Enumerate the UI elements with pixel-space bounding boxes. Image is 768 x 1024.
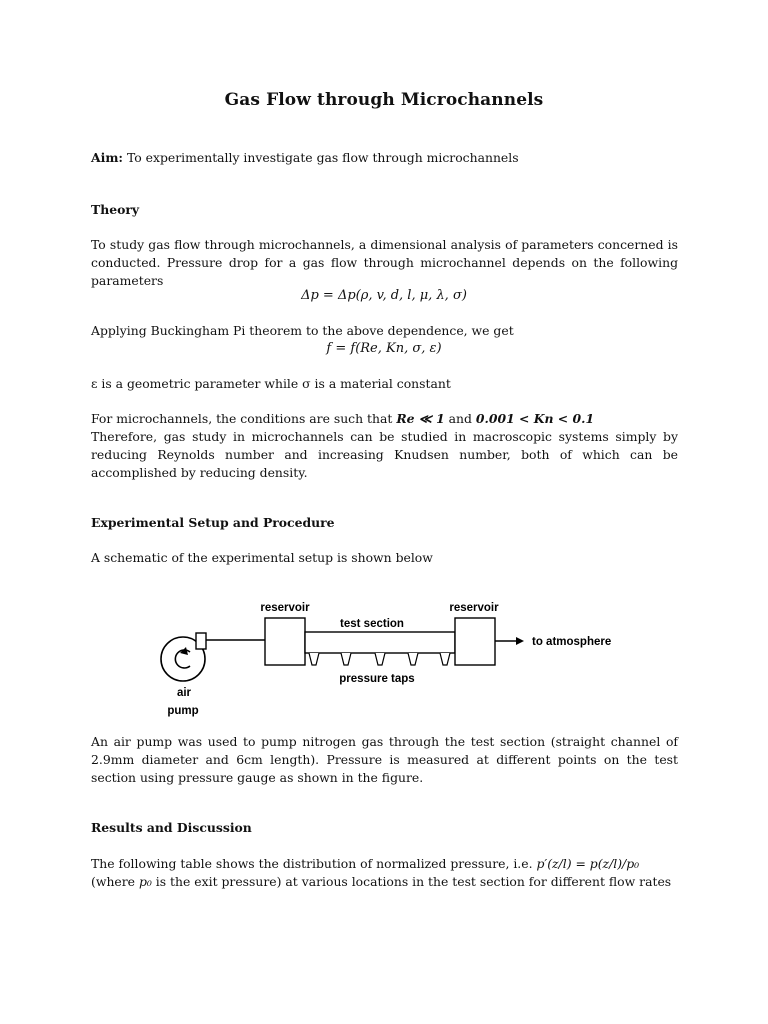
pressure-taps-group bbox=[309, 653, 450, 665]
conditions-and: and bbox=[444, 411, 476, 426]
label-pressure-taps: pressure taps bbox=[339, 673, 415, 685]
results-where-open: (where bbox=[91, 874, 139, 889]
label-to-atmosphere: to atmosphere bbox=[532, 636, 612, 648]
outlet-arrow-icon bbox=[516, 637, 524, 645]
theory-paragraph-4 bbox=[91, 410, 678, 428]
setup-heading: Experimental Setup and Procedure bbox=[91, 515, 335, 530]
condition-knudsen: 0.001 < Kn < 0.1 bbox=[475, 411, 595, 426]
aim-line bbox=[91, 149, 678, 167]
theory-paragraph-5: Therefore, gas study in microchannels can be studied in macroscopic systems simply by reducing Reynolds number and increasing Knudsen number, both of which can be accomplished by reducing density. bbox=[91, 429, 678, 480]
normalized-pressure-equation: p′(z/l) = p(z/l)/p₀ bbox=[536, 856, 640, 871]
test-section-box bbox=[305, 632, 455, 653]
label-pump-line2: pump bbox=[167, 705, 199, 717]
results-paragraph-line2 bbox=[91, 873, 678, 891]
equation-pressure-drop: Δp = Δp(ρ, v, d, l, μ, λ, σ) bbox=[301, 288, 467, 303]
theory-paragraph-3: ε is a geometric parameter while σ is a material constant bbox=[91, 376, 451, 391]
reservoir-left-box bbox=[265, 618, 305, 665]
pressure-tap bbox=[408, 653, 418, 665]
results-heading: Results and Discussion bbox=[91, 820, 252, 835]
setup-paragraph: An air pump was used to pump nitrogen gas through the test section (straight channel of 2.9mm diameter and 6cm length). Pressure is measured at different points on the test section using pressure gauge as shown in the figure. bbox=[91, 734, 678, 785]
pressure-tap bbox=[440, 653, 450, 665]
theory-heading: Theory bbox=[91, 202, 140, 217]
conditions-prefix: For microchannels, the conditions are such that bbox=[91, 411, 397, 426]
equation-buckingham: f = f(Re, Kn, σ, ε) bbox=[326, 341, 442, 356]
results-where-rest: is the exit pressure) at various locations in the test section for different flow rates bbox=[151, 874, 672, 889]
aim-label: Aim: bbox=[91, 150, 124, 165]
air-pump bbox=[161, 633, 206, 681]
label-reservoir-left: reservoir bbox=[260, 602, 310, 614]
theory-paragraph-2: Applying Buckingham Pi theorem to the above dependence, we get bbox=[91, 323, 514, 338]
label-reservoir-right: reservoir bbox=[449, 602, 499, 614]
setup-schematic bbox=[0, 592, 768, 732]
pressure-tap bbox=[375, 653, 385, 665]
label-pump-line1: air bbox=[176, 687, 192, 699]
exit-pressure-symbol: p₀ bbox=[138, 874, 152, 889]
results-paragraph-line1 bbox=[91, 855, 678, 873]
setup-intro: A schematic of the experimental setup is shown below bbox=[91, 550, 433, 565]
aim-text: To experimentally investigate gas flow through microchannels bbox=[123, 150, 519, 165]
label-test-section: test section bbox=[340, 618, 404, 630]
reservoir-right-box bbox=[455, 618, 495, 665]
results-prefix: The following table shows the distribution of normalized pressure, i.e. bbox=[91, 856, 537, 871]
condition-reynolds: Re ≪ 1 bbox=[396, 411, 445, 426]
pressure-tap bbox=[309, 653, 319, 665]
pressure-tap bbox=[341, 653, 351, 665]
page-title: Gas Flow through Microchannels bbox=[224, 90, 544, 110]
theory-paragraph-1: To study gas flow through microchannels, a dimensional analysis of parameters concerned is conducted. Pressure drop for a gas flow through microchannel depends on the following parameters bbox=[91, 237, 678, 288]
